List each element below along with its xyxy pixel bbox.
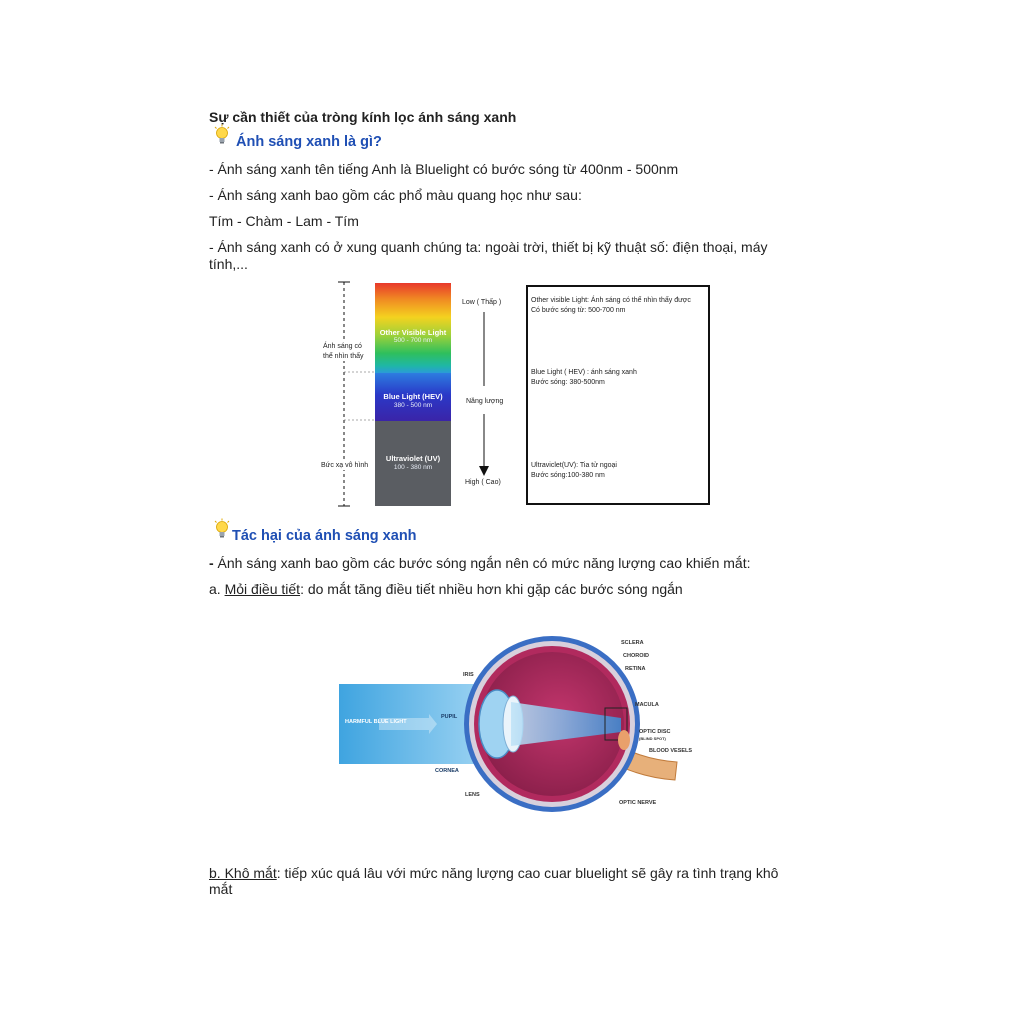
eye-diagram bbox=[339, 632, 699, 812]
label-iris: IRIS bbox=[463, 672, 474, 678]
paragraph-line: - Ánh sáng xanh bao gồm các phổ màu quang học như sau: bbox=[209, 187, 582, 203]
legend-blue-2: Bước sóng: 380-500nm bbox=[531, 379, 605, 386]
paragraph-line: Tím - Chàm - Lam - Tím bbox=[209, 213, 359, 229]
paragraph-line: - Ánh sáng xanh tên tiếng Anh là Bluelight có bước sóng từ 400nm - 500nm bbox=[209, 161, 679, 177]
paragraph-line bbox=[209, 580, 683, 598]
visible-light-range: 500 - 700 nm bbox=[393, 337, 433, 344]
paragraph-line: tính,... bbox=[209, 256, 248, 272]
label-blind-spot: (BLIND SPOT) bbox=[639, 736, 666, 741]
label-optic-nerve: OPTIC NERVE bbox=[619, 800, 657, 806]
blue-light-label: Blue Light (HEV) bbox=[383, 392, 443, 401]
left-scale bbox=[336, 280, 376, 510]
item-prefix: a. bbox=[209, 581, 225, 597]
paragraph-line: mắt bbox=[209, 881, 233, 897]
label-blood-vessels: BLOOD VESELS bbox=[649, 748, 693, 754]
item-text: : do mắt tăng điều tiết nhiều hơn khi gặp các bước sóng ngắn bbox=[300, 581, 683, 597]
blue-light-range: 380 - 500 nm bbox=[393, 402, 433, 409]
uv-label: Ultraviolet (UV) bbox=[385, 454, 441, 463]
section-heading-label: Ánh sáng xanh là gì? bbox=[236, 134, 382, 150]
energy-label: Năng lượng bbox=[466, 398, 504, 405]
label-optic-disc: OPTIC DISC bbox=[639, 729, 671, 735]
label-pupil: PUPIL bbox=[441, 714, 458, 720]
section-heading-label: Tác hại của ánh sáng xanh bbox=[232, 528, 417, 544]
label-choroid: CHOROID bbox=[623, 653, 649, 659]
paragraph-text: Ánh sáng xanh bao gồm các bước sóng ngắn nên có mức năng lượng cao khiến mắt: bbox=[213, 555, 751, 571]
item-text: : tiếp xúc quá lâu với mức năng lượng cao cuar bluelight sẽ gây ra tình trạng khô bbox=[276, 865, 779, 881]
lightbulb-icon bbox=[213, 124, 231, 146]
paragraph-line bbox=[209, 554, 750, 572]
page-title: Sự cần thiết của tròng kính lọc ánh sáng xanh bbox=[209, 109, 517, 125]
legend-uv-2: Bước sóng:100-380 nm bbox=[531, 472, 605, 479]
label-sclera: SCLERA bbox=[621, 640, 644, 646]
spectrum-bar bbox=[375, 283, 451, 506]
legend-visible-2: Có bước sóng từ: 500-700 nm bbox=[531, 307, 626, 314]
energy-low: Low ( Thấp ) bbox=[462, 299, 502, 306]
paragraph-line bbox=[209, 864, 778, 882]
invisible-label: Bức xạ vô hình bbox=[321, 462, 369, 469]
uv-range: 100 - 380 nm bbox=[393, 464, 433, 471]
label-retina: RETINA bbox=[625, 666, 646, 672]
legend-box bbox=[526, 285, 710, 505]
item-term: b. Khô mắt bbox=[209, 865, 277, 881]
energy-high: High ( Cao) bbox=[465, 479, 501, 486]
paragraph-line: - Ánh sáng xanh có ở xung quanh chúng ta: ngoài trời, thiết bị kỹ thuật số: điện thoại, máy bbox=[209, 239, 768, 255]
bullet-dash: - bbox=[209, 555, 214, 571]
visible-label-line1: Ánh sáng có bbox=[323, 343, 362, 350]
label-harmful-blue-light: HARMFUL BLUE LIGHT bbox=[345, 719, 407, 725]
item-term: Mỏi điều tiết bbox=[224, 581, 301, 597]
legend-uv-1: Ultraviclet(UV): Tia tử ngoại bbox=[531, 462, 617, 469]
label-lens: LENS bbox=[465, 792, 480, 798]
legend-visible-1: Other visible Light: Ánh sáng có thể nhìn thấy được bbox=[531, 297, 691, 304]
legend-blue-1: Blue Light ( HEV) : ánh sáng xanh bbox=[531, 369, 637, 376]
visible-label-line2: thể nhìn thấy bbox=[323, 353, 364, 360]
visible-light-label: Other Visible Light bbox=[379, 328, 447, 337]
label-cornea: CORNEA bbox=[435, 768, 459, 774]
label-macula: MACULA bbox=[635, 702, 659, 708]
lightbulb-icon bbox=[213, 518, 231, 540]
energy-axis bbox=[476, 286, 492, 504]
